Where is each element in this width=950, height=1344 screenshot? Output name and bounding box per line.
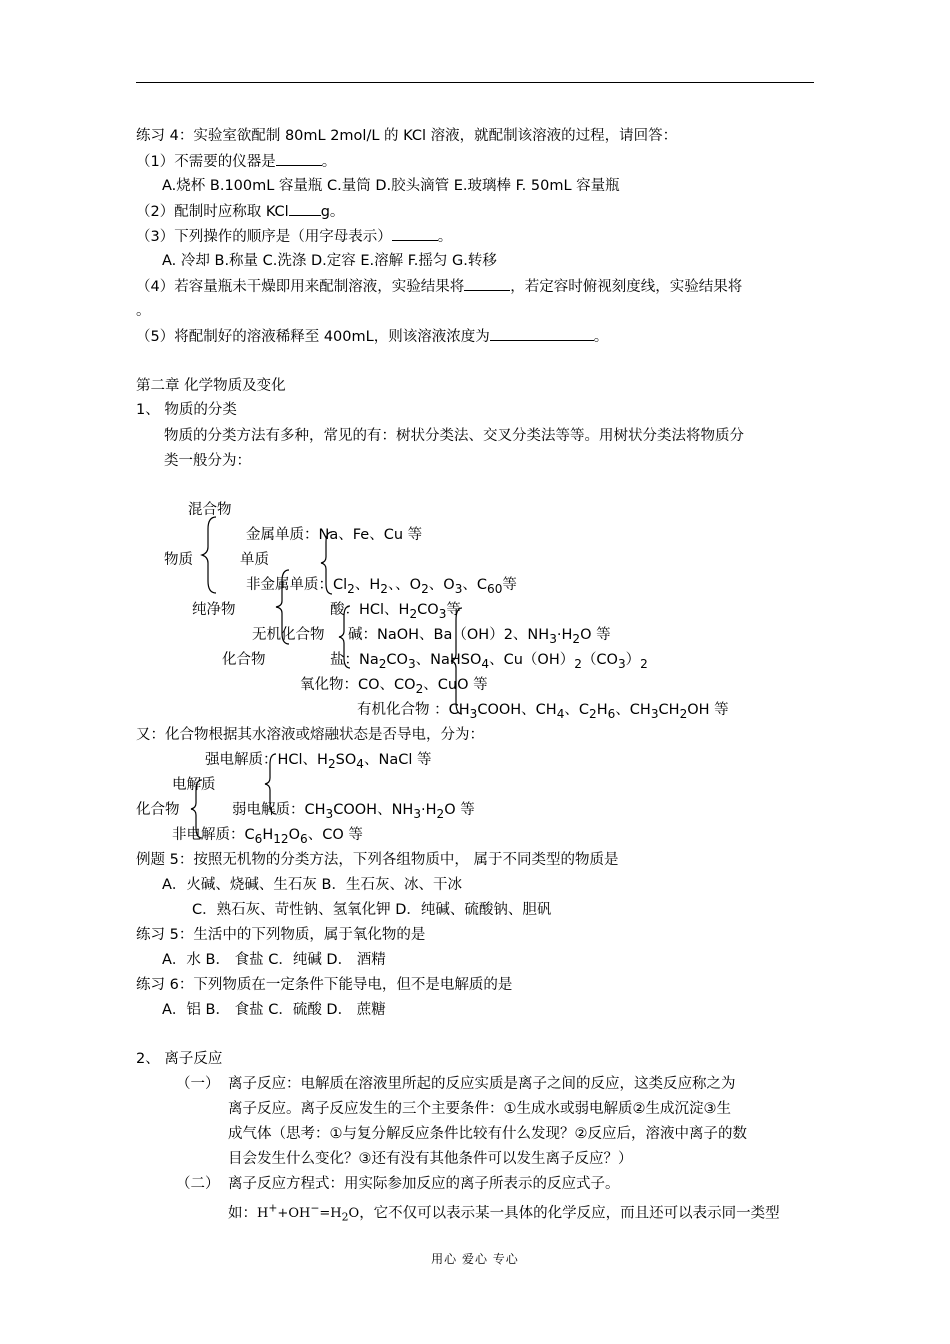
- tree-mixture: 混合物: [188, 502, 232, 518]
- paragraph-line: 离子反应：电解质在溶液里所起的反应实质是离子之间的反应，这类反应称之为: [228, 1076, 736, 1092]
- tree-matter: 物质: [164, 552, 193, 568]
- tree-salt: 盐：$Na_2CO_3$、NaHSO$_4$、$Cu(OH)_2(CO_3)_2$: [330, 652, 648, 671]
- brace-inorganic: [336, 604, 356, 670]
- paragraph-line: 类一般分为：: [164, 453, 251, 469]
- paragraph-line: 成气体（思考：①与复分解反应条件比较有什么发现？②反应后，溶液中离子的数: [228, 1126, 747, 1142]
- brace-element: [318, 530, 338, 596]
- strong-electrolyte: 强电解质：HCl、$H_2SO_4$、NaCl 等: [205, 752, 432, 771]
- tree-inorganic-compound: 无机化合物: [252, 627, 325, 643]
- tree-nonmetal-element: 非金属单质：$Cl_2$、$H_2$、、$O_2$、$O_3$、$C_{60}$等: [246, 577, 517, 596]
- exercise4-q2: （2）配制时应称取 KCl g。: [136, 201, 344, 222]
- exercise6-options: A．铝 B． 食盐 C．硫酸 D． 蔗糖: [162, 1002, 386, 1018]
- exercise5-options: A．水 B． 食盐 C．纯碱 D． 酒精: [162, 952, 386, 968]
- tree-metal-element: 金属单质：Na、Fe、Cu 等: [246, 527, 423, 543]
- exercise5-title: 练习 5：生活中的下列物质，属于氧化物的是: [136, 927, 426, 943]
- tree-acid: 酸：HCl、$H_2CO_3$等: [330, 602, 461, 621]
- weak-electrolyte: 弱电解质：$CH_3COOH$、$NH_3\cdot H_2O$ 等: [232, 802, 475, 821]
- exercise4-q4-end: 。: [136, 303, 151, 319]
- exercise4-q3-options: A. 冷却 B.称量 C.洗涤 D.定容 E.溶解 F.摇匀 G.转移: [162, 253, 497, 269]
- tree-pure-substance: 纯净物: [192, 602, 236, 618]
- ion-item-number-2: （二）: [176, 1176, 220, 1192]
- ion-item-number-1: （一）: [176, 1076, 220, 1092]
- ion-equation: $H^++OH^-=H_2O$: [257, 1202, 360, 1224]
- answer-blank[interactable]: [392, 226, 438, 241]
- non-electrolyte: 非电解质：$C_6H_{12}O_6$、CO 等: [172, 827, 363, 846]
- section-2-heading: 2、 离子反应: [136, 1051, 223, 1067]
- section-1-heading: 1、 物质的分类: [136, 402, 237, 418]
- header-rule: [136, 82, 814, 83]
- paragraph-line: 目会发生什么变化？③还有没有其他条件可以发生离子反应？）: [228, 1151, 633, 1167]
- electrolyte-intro: 又：化合物根据其水溶液或熔融状态是否导电，分为：: [136, 727, 484, 743]
- brace-electrolyte: [262, 752, 282, 816]
- exercise4-q4: （4）若容量瓶未干燥即用来配制溶液，实验结果将 ，若定容时俯视刻度线，实验结果将: [136, 276, 742, 297]
- paragraph-line: 物质的分类方法有多种，常见的有：树状分类法、交叉分类法等等。用树状分类法将物质分: [164, 428, 744, 444]
- tree-element: 单质: [240, 552, 269, 568]
- exercise4-q3: （3）下列操作的顺序是（用字母表示） 。: [136, 226, 452, 247]
- paragraph-line: 离子反应方程式：用实际参加反应的离子所表示的反应式子。: [228, 1176, 620, 1192]
- exercise4-q1: （1）不需要的仪器是 。: [136, 151, 336, 172]
- exercise4-title: 练习 4：实验室欲配制 80mL 2mol/L 的 KCl 溶液，就配制该溶液的过程，请回答：: [136, 128, 678, 144]
- exercise4-q5: （5）将配制好的溶液稀释至 400mL，则该溶液浓度为 。: [136, 326, 608, 347]
- brace-matter: [196, 515, 226, 595]
- brace-compound-electrolyte: [188, 778, 208, 840]
- example5-title: 例题 5：按照无机物的分类方法，下列各组物质中， 属于不同类型的物质是: [136, 852, 619, 868]
- example5-options-cd: C．熟石灰、苛性钠、氢氧化钾 D．纯碱、硫酸钠、胆矾: [192, 902, 552, 918]
- example5-options-ab: A．火碱、烧碱、生石灰 B．生石灰、冰、干冰: [162, 877, 462, 893]
- tree-organic-compound: 有机化合物 ：$CH_3COOH$、$CH_4$、$C_2H_6$、$CH_3CH_2OH$ 等: [357, 702, 729, 721]
- exercise4-q1-options: A.烧杯 B.100mL 容量瓶 C.量筒 D.胶头滴管 E.玻璃棒 F. 50mL 容量瓶: [162, 178, 620, 194]
- ion-equation-line: 如：$H^++OH^-=H_2O$，它不仅可以表示某一具体的化学反应，而且还可以表示同一类型: [228, 1202, 780, 1224]
- tree-base: 碱：NaOH、Ba（OH）2、$NH_3\cdot H_2O$ 等: [348, 627, 611, 646]
- answer-blank[interactable]: [289, 201, 321, 216]
- paragraph-line: 离子反应。离子反应发生的三个主要条件：①生成水或弱电解质②生成沉淀③生: [228, 1101, 731, 1117]
- chapter-title: 第二章 化学物质及变化: [136, 378, 286, 394]
- tree-oxide: 氧化物：CO、$CO_2$、CuO 等: [300, 677, 488, 696]
- compound-label: 化合物: [136, 802, 180, 818]
- brace-pure-substance: [272, 568, 296, 646]
- answer-blank[interactable]: [490, 326, 594, 341]
- electrolyte-label: 电解质: [172, 777, 216, 793]
- exercise6-title: 练习 6：下列物质在一定条件下能导电，但不是电解质的是: [136, 977, 513, 993]
- answer-blank[interactable]: [276, 151, 322, 166]
- answer-blank[interactable]: [464, 276, 510, 291]
- tree-compound: 化合物: [222, 652, 266, 668]
- brace-compound: [448, 606, 468, 716]
- page-footer: 用心 爱心 专心: [431, 1252, 519, 1266]
